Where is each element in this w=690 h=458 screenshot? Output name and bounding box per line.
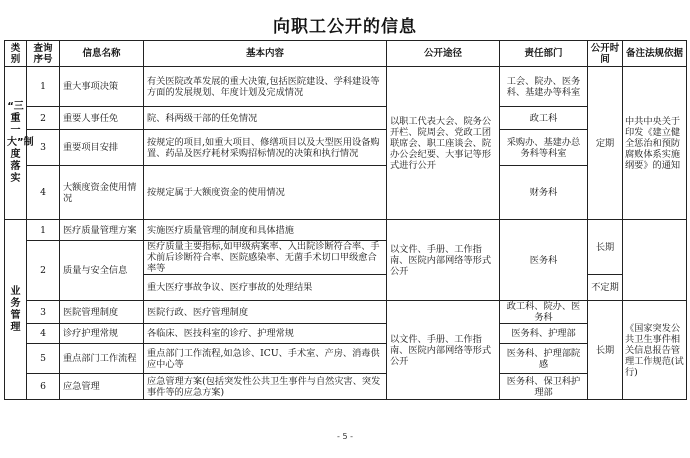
table-row	[5, 344, 687, 374]
basis-empty-cell	[623, 220, 687, 301]
header-basis: 备注法规依据	[623, 41, 687, 67]
header-content: 基本内容	[144, 41, 387, 67]
content-cell: 应急管理方案(包括突发性公共卫生事件与自然灾害、突发事件等的应急方案)	[144, 374, 387, 400]
basis-cell: 中共中央关于印发《建立健全惩治和预防腐败体系实施纲要》的通知	[623, 67, 687, 220]
dept-cell: 财务科	[500, 166, 588, 220]
channel-cell: 以文件、手册、工作指南、医院内部网络等形式公开	[387, 220, 500, 301]
seq-cell: 2	[27, 241, 60, 301]
table-row	[5, 324, 687, 344]
content-cell: 有关医院改革发展的重大决策,包括医院建设、学科建设等方面的发展规划、年度计划及完成情况	[144, 67, 387, 107]
seq-cell: 3	[27, 130, 60, 166]
seq-cell: 4	[27, 324, 60, 344]
content-cell: 按规定属于大额度资金的使用情况	[144, 166, 387, 220]
name-cell: 应急管理	[60, 374, 144, 400]
seq-cell: 4	[27, 166, 60, 220]
basis-cell: 《国家突发公共卫生事件相关信息报告管理工作规范(试行)	[623, 301, 687, 400]
header-dept: 责任部门	[500, 41, 588, 67]
table-row	[5, 301, 687, 324]
seq-cell: 6	[27, 374, 60, 400]
name-cell: 诊疗护理常规	[60, 324, 144, 344]
disclosure-table	[4, 40, 687, 400]
name-cell: 重要人事任免	[60, 107, 144, 130]
table-row	[5, 130, 687, 166]
dept-cell: 医务科、保卫科护理部	[500, 374, 588, 400]
header-seq: 查询序号	[27, 41, 60, 67]
dept-cell: 医务科	[500, 220, 588, 301]
seq-cell: 1	[27, 220, 60, 241]
name-cell: 大额度资金使用情况	[60, 166, 144, 220]
name-cell: 重大事项决策	[60, 67, 144, 107]
channel-cell: 以职工代表大会、院务公开栏、院周会、党政工团联席会、职工座谈会、院办公会纪要、大事记等形式进行公开	[387, 67, 500, 220]
content-cell: 各临床、医技科室的诊疗、护理常规	[144, 324, 387, 344]
name-cell: 重点部门工作流程	[60, 344, 144, 374]
dept-cell: 医务科、护理部院感	[500, 344, 588, 374]
time-cell: 长期	[588, 220, 623, 275]
content-cell: 按规定的项目,如重大项目、修缮项目以及大型医用设备购置、药品及医疗耗材采购招标情况的决策和执行情况	[144, 130, 387, 166]
table-row	[5, 67, 687, 107]
content-cell: 医院行政、医疗管理制度	[144, 301, 387, 324]
category-cell: 业务管理	[5, 220, 27, 400]
time-cell: 长期	[588, 301, 623, 400]
channel-cell: 以文件、手册、工作指南、医院内部网络等形式公开	[387, 301, 500, 400]
category-cell: “三重一大”制度落实	[5, 67, 27, 220]
table-row	[5, 220, 687, 241]
dept-cell: 工会、院办、医务科、基建办等科室	[500, 67, 588, 107]
header-channel: 公开途径	[387, 41, 500, 67]
seq-cell: 2	[27, 107, 60, 130]
table-row	[5, 374, 687, 400]
seq-cell: 3	[27, 301, 60, 324]
name-cell: 质量与安全信息	[60, 241, 144, 301]
seq-cell: 1	[27, 67, 60, 107]
content-cell: 院、科两级干部的任免情况	[144, 107, 387, 130]
table-row	[5, 166, 687, 220]
dept-cell: 政工科	[500, 107, 588, 130]
content-cell: 医疗质量主要指标,如甲级病案率、入出院诊断符合率、手术前后诊断符合率、医院感染率、无菌手术切口甲级愈合率等	[144, 241, 387, 275]
content-cell: 实施医疗质量管理的制度和具体措施	[144, 220, 387, 241]
content-cell: 重点部门工作流程,如急诊、ICU、手术室、产房、消毒供应中心等	[144, 344, 387, 374]
name-cell: 重要项目安排	[60, 130, 144, 166]
page-number: - 5 -	[337, 432, 353, 441]
name-cell: 医疗质量管理方案	[60, 220, 144, 241]
header-category: 类别	[5, 41, 27, 67]
time-cell: 定期	[588, 67, 623, 220]
header-name: 信息名称	[60, 41, 144, 67]
dept-cell: 医务科、护理部	[500, 324, 588, 344]
name-cell: 医院管理制度	[60, 301, 144, 324]
dept-cell: 政工科、院办、医务科	[500, 301, 588, 324]
table-row	[5, 107, 687, 130]
seq-cell: 5	[27, 344, 60, 374]
header-row	[5, 41, 687, 67]
dept-cell: 采购办、基建办总务科等科室	[500, 130, 588, 166]
content-cell: 重大医疗事故争议、医疗事故的处理结果	[144, 275, 387, 301]
time-cell: 不定期	[588, 275, 623, 301]
header-time: 公开时间	[588, 41, 623, 67]
page-title: 向职工公开的信息	[273, 17, 417, 37]
